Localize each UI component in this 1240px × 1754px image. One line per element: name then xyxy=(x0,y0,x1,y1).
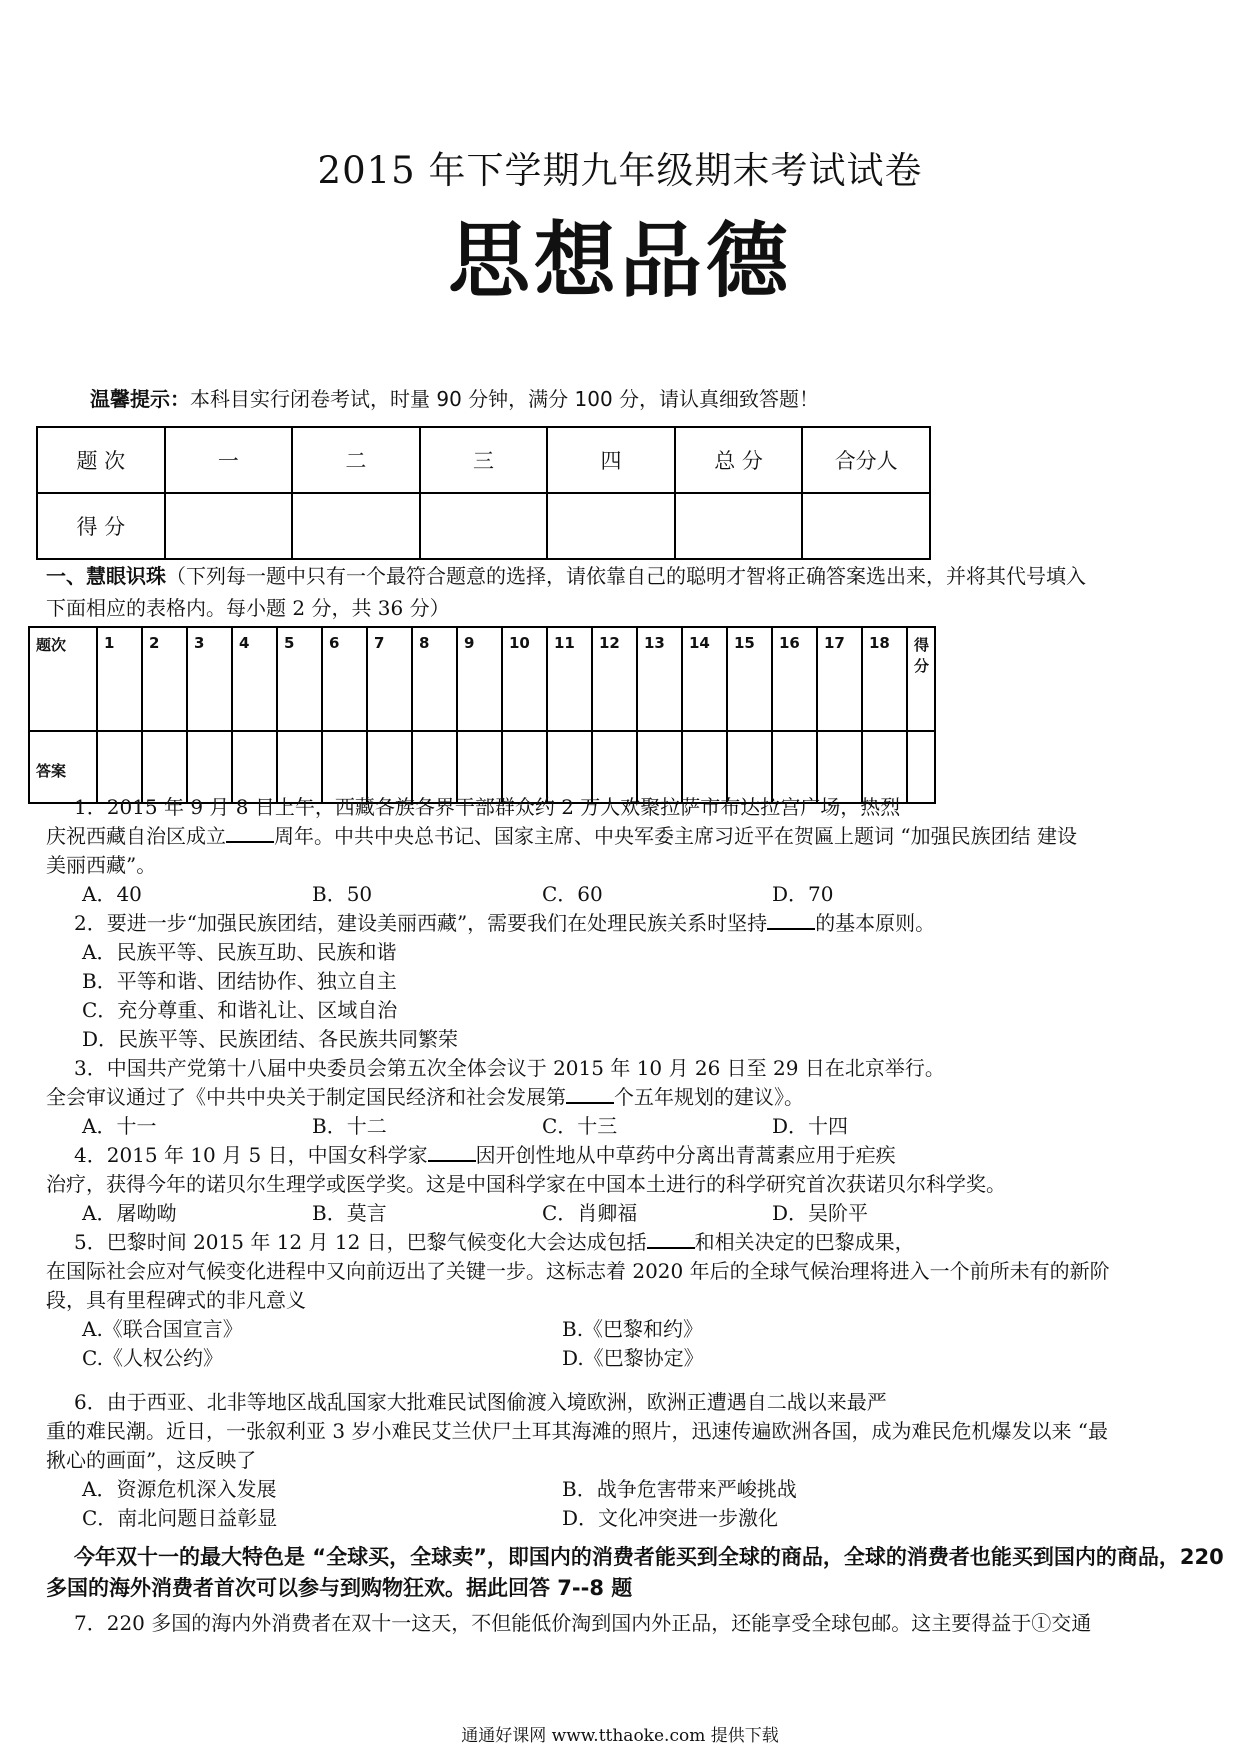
q1-line2b: 周年。中共中央总书记、国家主席、中央军委主席习近平在贺匾上题词 “加强民族团结 建设 xyxy=(274,824,1077,848)
answer-question-number: 2 xyxy=(142,627,187,731)
q3-line2a: 全会审议通过了《中共中央关于制定国民经济和社会发展第 xyxy=(46,1085,566,1109)
question-4 xyxy=(46,1141,1206,1228)
q5-line3: 段，具有里程碑式的非凡意义 xyxy=(46,1288,306,1312)
q2-option-b[interactable]: B．平等和谐、团结协作、独立自主 xyxy=(82,969,397,993)
answer-row-label: 答案 xyxy=(29,731,97,803)
q1-line1: 1．2015 年 9 月 8 日上午，西藏各族各界干部群众约 2 万人欢聚拉萨市布达拉宫广场，热烈 xyxy=(74,795,901,819)
q5-option-a[interactable]: A.《联合国宣言》 xyxy=(82,1317,243,1341)
score-col: 二 xyxy=(292,427,420,493)
score-col: 三 xyxy=(420,427,548,493)
intro-line2: 多国的海外消费者首次可以参与到购物狂欢。据此回答 7--8 题 xyxy=(46,1576,633,1600)
q6-line2: 重的难民潮。近日，一张叙利亚 3 岁小难民艾兰伏尸土耳其海滩的照片，迅速传遍欧洲各国，成为难民危机爆发以来 “最 xyxy=(46,1419,1109,1443)
answer-score-label: 得分 xyxy=(907,627,935,731)
answer-question-number: 10 xyxy=(502,627,547,731)
tip-text: 本科目实行闭卷考试，时量 90 分钟，满分 100 分，请认真细致答题！ xyxy=(190,387,820,411)
question-5 xyxy=(46,1228,1206,1373)
score-col: 总 分 xyxy=(675,427,803,493)
question-1 xyxy=(46,793,1206,909)
footer-source: 通通好课网 www.tthaoke.com 提供下载 xyxy=(461,1726,779,1746)
q3-blank[interactable] xyxy=(566,1084,614,1104)
score-value-row xyxy=(37,493,930,559)
q5-options-row2 xyxy=(46,1344,1206,1373)
q2-option-c[interactable]: C．充分尊重、和谐礼让、区域自治 xyxy=(82,998,398,1022)
tip-label: 温馨提示： xyxy=(90,387,190,411)
answer-question-number: 12 xyxy=(592,627,637,731)
q4-line1a: 4．2015 年 10 月 5 日，中国女科学家 xyxy=(74,1143,428,1167)
q6-options-row2 xyxy=(46,1504,1206,1533)
q4-line1b: 因开创性地从中草药中分离出青蒿素应用于疟疾 xyxy=(475,1143,896,1167)
q1-option-c[interactable]: C．60 xyxy=(542,882,603,906)
q3-option-a[interactable]: A．十一 xyxy=(82,1114,157,1138)
score-col: 合分人 xyxy=(802,427,930,493)
answer-question-number: 13 xyxy=(637,627,682,731)
answer-question-number: 3 xyxy=(187,627,232,731)
score-cell[interactable] xyxy=(675,493,803,559)
q4-option-d[interactable]: D．吴阶平 xyxy=(772,1201,869,1225)
answer-question-number: 7 xyxy=(367,627,412,731)
answer-table xyxy=(28,626,936,804)
tip-line xyxy=(90,383,819,412)
answer-question-number: 16 xyxy=(772,627,817,731)
section1-instructions-2: 下面相应的表格内。每小题 2 分，共 36 分） xyxy=(46,596,450,620)
q2-line1a: 2．要进一步“加强民族团结，建设美丽西藏”，需要我们在处理民族关系时坚持 xyxy=(74,911,768,935)
answer-question-number: 14 xyxy=(682,627,727,731)
q2-blank[interactable] xyxy=(767,910,815,930)
answer-question-number: 5 xyxy=(277,627,322,731)
score-table xyxy=(36,426,931,560)
q4-blank[interactable] xyxy=(428,1142,476,1162)
q5-blank[interactable] xyxy=(647,1229,695,1249)
score-row-header: 得 分 xyxy=(37,493,165,559)
answer-row-label: 题次 xyxy=(29,627,97,731)
q3-options xyxy=(46,1112,1206,1141)
q1-line3: 美丽西藏”。 xyxy=(46,853,157,877)
answer-question-number: 9 xyxy=(457,627,502,731)
answer-number-row xyxy=(29,627,935,731)
q5-option-c[interactable]: C.《人权公约》 xyxy=(82,1346,223,1370)
answer-question-number: 4 xyxy=(232,627,277,731)
answer-question-number: 11 xyxy=(547,627,592,731)
q2-line1b: 的基本原则。 xyxy=(815,911,936,935)
q1-options xyxy=(46,880,1206,909)
answer-question-number: 15 xyxy=(727,627,772,731)
q4-option-a[interactable]: A．屠呦呦 xyxy=(82,1201,177,1225)
q5-line1b: 和相关决定的巴黎成果， xyxy=(694,1230,915,1254)
q5-line2: 在国际社会应对气候变化进程中又向前迈出了关键一步。这标志着 2020 年后的全球气候治理将进入一个前所未有的新阶 xyxy=(46,1259,1110,1283)
exam-title: 2015 年下学期九年级期末考试试卷 xyxy=(317,149,923,192)
q2-option-a[interactable]: A．民族平等、民族互助、民族和谐 xyxy=(82,940,397,964)
q3-line1: 3．中国共产党第十八届中央委员会第五次全体会议于 2015 年 10 月 26 日至 29 日在北京举行。 xyxy=(74,1056,945,1080)
score-cell[interactable] xyxy=(802,493,930,559)
answer-question-number: 6 xyxy=(322,627,367,731)
q7-line1: 7．220 多国的海内外消费者在双十一这天，不但能低价淘到国内外正品，还能享受全球包邮。这主要得益于①交通 xyxy=(74,1611,1092,1635)
question-7 xyxy=(46,1609,1206,1638)
q3-option-b[interactable]: B．十二 xyxy=(312,1114,387,1138)
q5-option-d[interactable]: D.《巴黎协定》 xyxy=(562,1346,704,1370)
q2-option-d[interactable]: D．民族平等、民族团结、各民族共同繁荣 xyxy=(82,1027,459,1051)
q4-options xyxy=(46,1199,1206,1228)
score-header-row xyxy=(37,427,930,493)
q6-line3: 揪心的画面”，这反映了 xyxy=(46,1448,257,1472)
question-3 xyxy=(46,1054,1206,1141)
q3-option-c[interactable]: C．十三 xyxy=(542,1114,618,1138)
answer-question-number: 17 xyxy=(817,627,862,731)
score-cell[interactable] xyxy=(165,493,293,559)
q6-options-row1 xyxy=(46,1475,1206,1504)
subject-title: 思想品德 xyxy=(447,214,792,309)
section1-title: 一、慧眼识珠 xyxy=(46,564,166,588)
score-cell[interactable] xyxy=(292,493,420,559)
q5-options-row1 xyxy=(46,1315,1206,1344)
q1-option-a[interactable]: A．40 xyxy=(82,882,142,906)
score-row-header: 题 次 xyxy=(37,427,165,493)
answer-question-number: 18 xyxy=(862,627,907,731)
q1-option-d[interactable]: D．70 xyxy=(772,882,834,906)
q4-option-b[interactable]: B．莫言 xyxy=(312,1201,387,1225)
score-col: 一 xyxy=(165,427,293,493)
intro-7-8 xyxy=(46,1542,1224,1604)
score-col: 四 xyxy=(547,427,675,493)
q6-option-d[interactable]: D．文化冲突进一步激化 xyxy=(562,1506,779,1530)
question-6 xyxy=(46,1388,1206,1533)
q4-option-c[interactable]: C．肖卿福 xyxy=(542,1201,638,1225)
section1-heading xyxy=(46,560,1206,624)
q6-option-b[interactable]: B．战争危害带来严峻挑战 xyxy=(562,1477,797,1501)
q3-option-d[interactable]: D．十四 xyxy=(772,1114,849,1138)
q1-line2a: 庆祝西藏自治区成立 xyxy=(46,824,226,848)
section1-instructions: （下列每一题中只有一个最符合题意的选择，请依靠自己的聪明才智将正确答案选出来，并将其代号填入 xyxy=(166,564,1086,588)
question-2 xyxy=(46,909,1206,1054)
q4-line2: 治疗，获得今年的诺贝尔生理学或医学奖。这是中国科学家在中国本土进行的科学研究首次获诺贝尔科学奖。 xyxy=(46,1172,1006,1196)
q5-line1a: 5．巴黎时间 2015 年 12 月 12 日，巴黎气候变化大会达成包括 xyxy=(74,1230,647,1254)
q6-line1: 6．由于西亚、北非等地区战乱国家大批难民试图偷渡入境欧洲，欧洲正遭遇自二战以来最严 xyxy=(74,1390,887,1414)
answer-question-number: 8 xyxy=(412,627,457,731)
intro-line1: 今年双十一的最大特色是 “全球买，全球卖”，即国内的消费者能买到全球的商品，全球的消费者也能买到国内的商品，220 xyxy=(74,1545,1224,1569)
score-cell[interactable] xyxy=(547,493,675,559)
q1-option-b[interactable]: B．50 xyxy=(312,882,373,906)
q6-option-c[interactable]: C．南北问题日益彰显 xyxy=(82,1506,278,1530)
answer-question-number: 1 xyxy=(97,627,142,731)
q6-option-a[interactable]: A．资源危机深入发展 xyxy=(82,1477,277,1501)
q1-blank[interactable] xyxy=(226,823,274,843)
q3-line2b: 个五年规划的建议》。 xyxy=(614,1085,804,1109)
score-cell[interactable] xyxy=(420,493,548,559)
q5-option-b[interactable]: B.《巴黎和约》 xyxy=(562,1317,704,1341)
